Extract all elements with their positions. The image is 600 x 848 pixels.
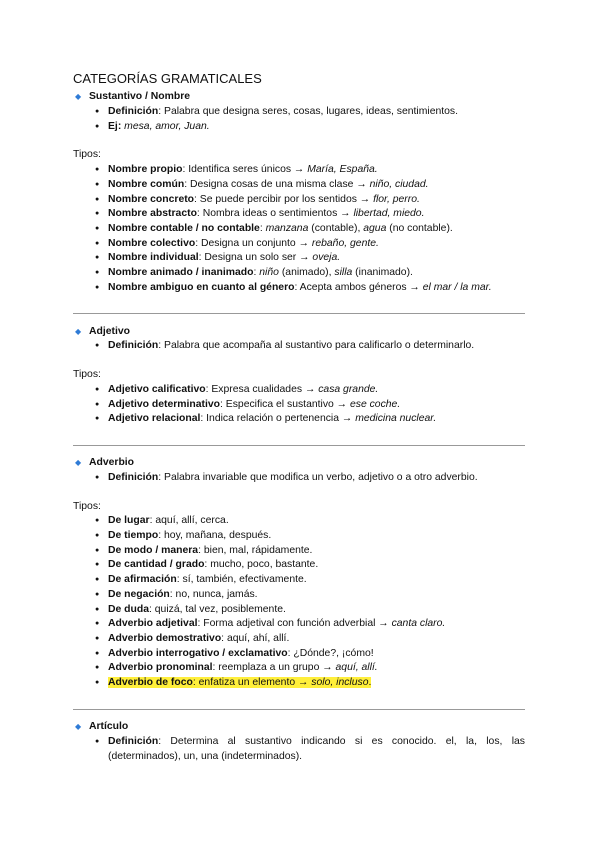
section-divider <box>73 313 525 314</box>
list-item: ● Nombre común: Designa cosas de una misma clase → niño, ciudad. <box>95 178 525 193</box>
list-item: ● Nombre ambiguo en cuanto al género: Acepta ambos géneros → el mar / la mar. <box>95 281 525 296</box>
list-item: ● Nombre abstracto: Nombra ideas o sentimientos → libertad, miedo. <box>95 207 525 222</box>
section-adjetivo <box>73 324 525 427</box>
list-item: ● Adverbio interrogativo / exclamativo: ¿Dónde?, ¡cómo! <box>95 647 525 662</box>
list-item: ● Nombre contable / no contable: manzana (contable), agua (no contable). <box>95 222 525 237</box>
section-divider <box>73 445 525 446</box>
list-item: ● Adjetivo determinativo: Especifica el sustantivo → ese coche. <box>95 398 525 413</box>
highlight: Adverbio de foco: enfatiza un elemento → solo, incluso. <box>108 677 372 689</box>
list-item: ● Adjetivo calificativo: Expresa cualidades → casa grande. <box>95 383 525 398</box>
list-item: ● De negación: no, nunca, jamás. <box>95 588 525 603</box>
list-item: ● De modo / manera: bien, mal, rápidamente. <box>95 544 525 559</box>
definition-item: ● Definición: Palabra invariable que modifica un verbo, adjetivo o a otro adverbio. <box>95 471 525 486</box>
list-item: ● De tiempo: hoy, mañana, después. <box>95 529 525 544</box>
list-item: ● De lugar: aquí, allí, cerca. <box>95 514 525 529</box>
list-item: ● De duda: quizá, tal vez, posiblemente. <box>95 603 525 618</box>
document-page <box>73 70 525 764</box>
tipos-label: Tipos: <box>73 369 101 381</box>
list-item: ● De afirmación: sí, también, efectivamente. <box>95 573 525 588</box>
section-heading: Adverbio <box>89 457 135 469</box>
definition-item: ● Definición: Determina al sustantivo indicando si es conocido. el, la, los, las (determinados), un, una (indeterminados). <box>95 735 525 764</box>
section-heading: Sustantivo / Nombre <box>89 91 191 103</box>
definition-item: ● Definición: Palabra que acompaña al sustantivo para calificarlo o determinarlo. <box>95 339 525 354</box>
page-title: CATEGORÍAS GRAMATICALES <box>73 71 262 86</box>
diamond-bullet-icon: ◆ <box>75 92 82 102</box>
list-item: ● Adverbio adjetival: Forma adjetival con función adverbial → canta claro. <box>95 617 525 632</box>
list-item: ● Adjetivo relacional: Indica relación o pertenencia → medicina nuclear. <box>95 412 525 427</box>
section-adverbio <box>73 456 525 691</box>
diamond-bullet-icon: ◆ <box>75 326 82 336</box>
list-item: ● Nombre individual: Designa un solo ser → oveja. <box>95 251 525 266</box>
section-divider <box>73 709 525 710</box>
list-item: ● Adverbio demostrativo: aquí, ahí, allí. <box>95 632 525 647</box>
definition-item: ● Definición: Palabra que designa seres, cosas, lugares, ideas, sentimientos. <box>95 105 525 120</box>
diamond-bullet-icon: ◆ <box>75 721 82 731</box>
section-sustantivo <box>73 90 525 295</box>
list-item: ● Nombre propio: Identifica seres únicos → María, España. <box>95 163 525 178</box>
section-heading: Artículo <box>89 720 129 732</box>
list-item: ● Nombre animado / inanimado: niño (animado), silla (inanimado). <box>95 266 525 281</box>
list-item: ● Nombre colectivo: Designa un conjunto → rebaño, gente. <box>95 237 525 252</box>
list-item: ● De cantidad / grado: mucho, poco, bastante. <box>95 558 525 573</box>
section-heading: Adjetivo <box>89 325 130 337</box>
tipos-label: Tipos: <box>73 500 101 512</box>
diamond-bullet-icon: ◆ <box>75 458 82 468</box>
section-articulo <box>73 720 525 764</box>
tipos-label: Tipos: <box>73 149 101 161</box>
example-item: ● Ej: mesa, amor, Juan. <box>95 120 525 135</box>
highlighted-list-item <box>95 676 525 691</box>
list-item: ● Adverbio pronominal: reemplaza a un grupo → aquí, allí. <box>95 661 525 676</box>
list-item: ● Nombre concreto: Se puede percibir por los sentidos → flor, perro. <box>95 193 525 208</box>
